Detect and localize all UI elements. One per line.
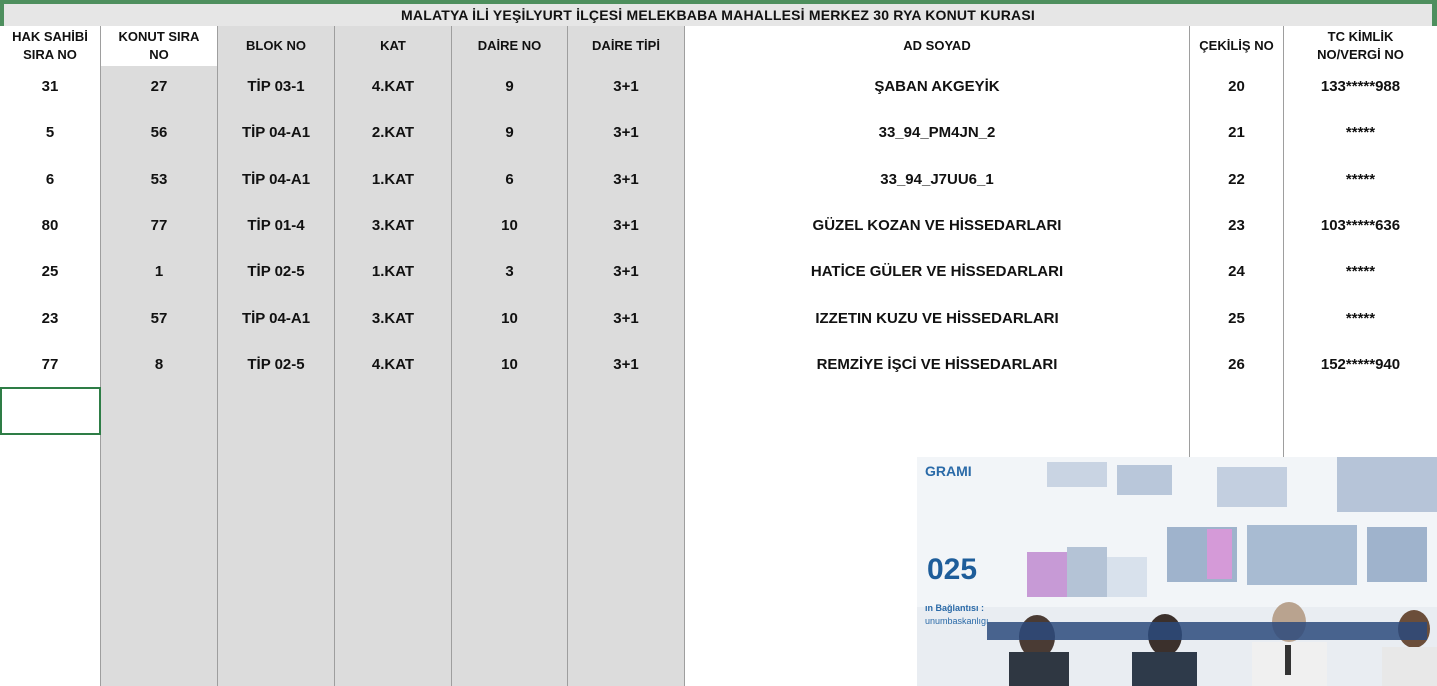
cell-daire-tipi[interactable]: 3+1 bbox=[613, 355, 639, 373]
cell-tc-kimlik[interactable]: ***** bbox=[1345, 170, 1376, 188]
cell-cekilis-no[interactable]: 25 bbox=[1228, 309, 1245, 327]
cell-kat[interactable]: 3.KAT bbox=[371, 216, 415, 234]
cell-blok-no[interactable]: TİP 02-5 bbox=[247, 262, 305, 280]
cell-konut-sira[interactable]: 53 bbox=[150, 170, 168, 188]
column-daire-tipi bbox=[568, 26, 685, 686]
cell-tc-kimlik[interactable]: 133*****988 bbox=[1320, 77, 1401, 95]
cell-ad-soyad[interactable]: IZZETIN KUZU VE HİSSEDARLARI bbox=[815, 309, 1059, 327]
cell-hak-sahibi[interactable]: 77 bbox=[41, 355, 59, 373]
cell-blok-no[interactable]: TİP 04-A1 bbox=[241, 309, 311, 327]
selected-cell[interactable] bbox=[0, 387, 101, 435]
cell-cekilis-no[interactable]: 22 bbox=[1228, 170, 1245, 188]
sheet-title: MALATYA İLİ YEŞİLYURT İLÇESİ MELEKBABA MAHALLESİ MERKEZ 30 RYA KONUT KURASI bbox=[4, 4, 1432, 27]
cell-daire-no[interactable]: 10 bbox=[501, 355, 518, 373]
cell-cekilis-no[interactable]: 20 bbox=[1228, 77, 1245, 95]
header-daire-no: DAİRE NO bbox=[477, 38, 542, 53]
cell-kat[interactable]: 4.KAT bbox=[371, 355, 415, 373]
cell-ad-soyad[interactable]: REMZİYE İŞCİ VE HİSSEDARLARI bbox=[816, 355, 1058, 373]
cell-ad-soyad[interactable]: 33_94_J7UU6_1 bbox=[880, 170, 994, 188]
cell-tc-kimlik[interactable]: 103*****636 bbox=[1320, 216, 1401, 234]
header-daire-tipi: DAİRE TİPİ bbox=[592, 38, 660, 53]
cell-blok-no[interactable]: TİP 03-1 bbox=[247, 77, 305, 95]
cell-cekilis-no[interactable]: 24 bbox=[1228, 262, 1245, 280]
link-label: ın Bağlantısı : bbox=[925, 603, 985, 613]
cell-hak-sahibi[interactable]: 25 bbox=[41, 262, 59, 280]
cell-tc-kimlik[interactable]: ***** bbox=[1345, 309, 1376, 327]
video-overlay bbox=[917, 457, 1437, 686]
cell-daire-no[interactable]: 3 bbox=[505, 262, 514, 280]
cell-daire-tipi[interactable]: 3+1 bbox=[613, 77, 639, 95]
cell-hak-sahibi[interactable]: 23 bbox=[41, 309, 59, 327]
column-konut-sira bbox=[101, 26, 218, 686]
cell-daire-tipi[interactable]: 3+1 bbox=[613, 123, 639, 141]
column-daire-no bbox=[452, 26, 568, 686]
cell-konut-sira[interactable]: 8 bbox=[154, 355, 164, 373]
cell-daire-no[interactable]: 10 bbox=[501, 216, 518, 234]
cell-daire-tipi[interactable]: 3+1 bbox=[613, 170, 639, 188]
cell-kat[interactable]: 2.KAT bbox=[371, 123, 415, 141]
cell-blok-no[interactable]: TİP 04-A1 bbox=[241, 123, 311, 141]
cell-hak-sahibi[interactable]: 80 bbox=[41, 216, 59, 234]
column-ad-soyad bbox=[685, 26, 1189, 388]
header-ad-soyad: AD SOYAD bbox=[903, 38, 971, 53]
cell-ad-soyad[interactable]: GÜZEL KOZAN VE HİSSEDARLARI bbox=[812, 216, 1062, 234]
cell-blok-no[interactable]: TİP 02-5 bbox=[247, 355, 305, 373]
column-tc-kimlik bbox=[1284, 26, 1437, 458]
cell-daire-tipi[interactable]: 3+1 bbox=[613, 216, 639, 234]
cell-cekilis-no[interactable]: 23 bbox=[1228, 216, 1245, 234]
cell-daire-no[interactable]: 10 bbox=[501, 309, 518, 327]
cell-daire-no[interactable]: 6 bbox=[505, 170, 514, 188]
header-blok-no: BLOK NO bbox=[246, 38, 306, 53]
cell-konut-sira[interactable]: 27 bbox=[150, 77, 168, 95]
header-kat: KAT bbox=[380, 38, 406, 53]
column-blok-no bbox=[218, 26, 335, 686]
header-cekilis-no: ÇEKİLİŞ NO bbox=[1199, 38, 1274, 53]
cell-cekilis-no[interactable]: 26 bbox=[1228, 355, 1245, 373]
cell-tc-kimlik[interactable]: 152*****940 bbox=[1320, 355, 1401, 373]
header-tc-kimlik: TC KİMLİK NO/VERGİ NO bbox=[1317, 29, 1404, 62]
cell-cekilis-no[interactable]: 21 bbox=[1228, 123, 1245, 141]
cell-hak-sahibi[interactable]: 6 bbox=[45, 170, 55, 188]
year-label: 025 bbox=[927, 553, 978, 586]
cell-konut-sira[interactable]: 57 bbox=[150, 309, 168, 327]
cell-tc-kimlik[interactable]: ***** bbox=[1345, 123, 1376, 141]
link-sub-label: unumbaskanlıgı bbox=[925, 616, 989, 626]
cell-kat[interactable]: 1.KAT bbox=[371, 170, 415, 188]
header-konut-sira: KONUT SIRA NO bbox=[101, 26, 217, 66]
cell-kat[interactable]: 1.KAT bbox=[371, 262, 415, 280]
cell-kat[interactable]: 4.KAT bbox=[371, 77, 415, 95]
stage-backdrop bbox=[917, 457, 1437, 686]
column-hak-sahibi bbox=[0, 26, 101, 686]
cell-daire-tipi[interactable]: 3+1 bbox=[613, 309, 639, 327]
cell-blok-no[interactable]: TİP 01-4 bbox=[247, 216, 305, 234]
cell-tc-kimlik[interactable]: ***** bbox=[1345, 262, 1376, 280]
cell-kat[interactable]: 3.KAT bbox=[371, 309, 415, 327]
cell-konut-sira[interactable]: 1 bbox=[154, 262, 164, 280]
cell-daire-no[interactable]: 9 bbox=[505, 123, 514, 141]
cell-daire-tipi[interactable]: 3+1 bbox=[613, 262, 639, 280]
header-hak-sahibi: HAK SAHİBİ SIRA NO bbox=[12, 29, 88, 62]
cell-blok-no[interactable]: TİP 04-A1 bbox=[241, 170, 311, 188]
column-kat bbox=[335, 26, 452, 686]
program-label: GRAMI bbox=[925, 463, 972, 479]
cell-daire-no[interactable]: 9 bbox=[505, 77, 514, 95]
cell-konut-sira[interactable]: 77 bbox=[150, 216, 168, 234]
cell-konut-sira[interactable]: 56 bbox=[150, 123, 168, 141]
cell-ad-soyad[interactable]: ŞABAN AKGEYİK bbox=[874, 77, 1000, 95]
cell-ad-soyad[interactable]: 33_94_PM4JN_2 bbox=[878, 123, 996, 141]
column-cekilis-no bbox=[1189, 26, 1284, 458]
cell-hak-sahibi[interactable]: 5 bbox=[45, 123, 55, 141]
cell-hak-sahibi[interactable]: 31 bbox=[41, 77, 59, 95]
cell-ad-soyad[interactable]: HATİCE GÜLER VE HİSSEDARLARI bbox=[810, 262, 1064, 280]
